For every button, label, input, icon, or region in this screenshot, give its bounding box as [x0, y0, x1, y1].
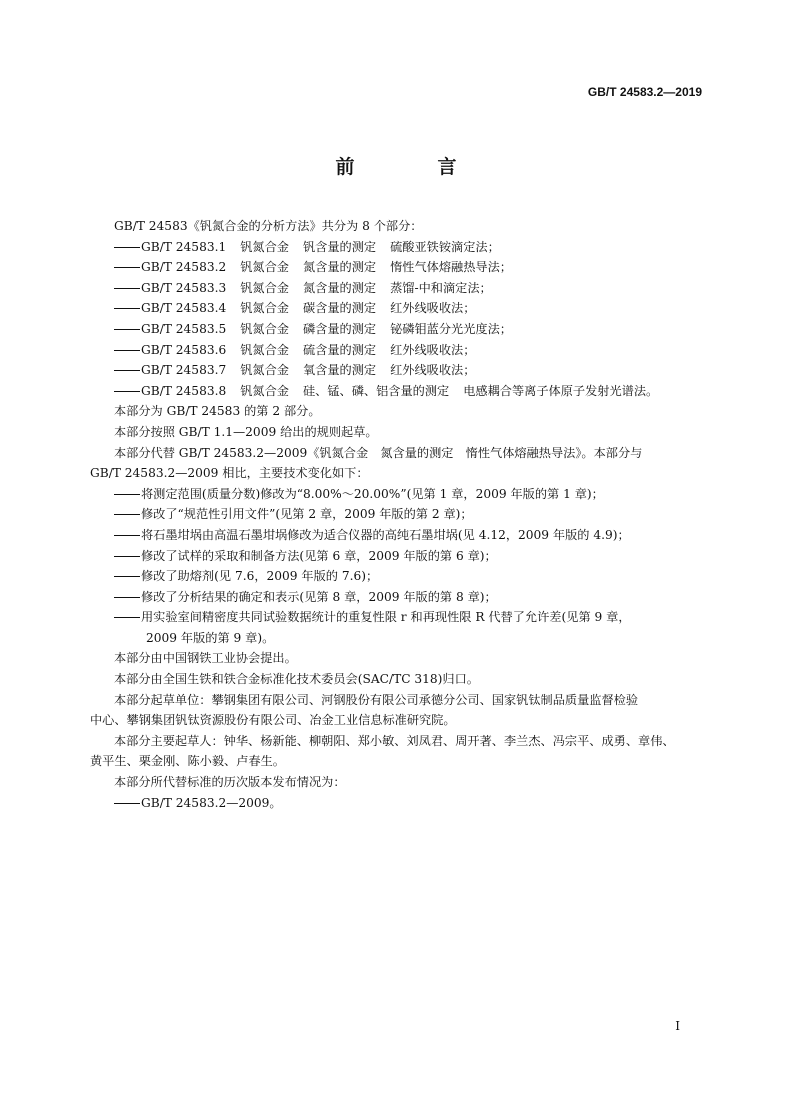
part-material: 钒氮合金 — [240, 280, 289, 295]
em-dash-icon — [114, 494, 140, 495]
change-item — [90, 525, 705, 546]
change-item — [90, 484, 705, 505]
change-item-text: 修改了试样的采取和制备方法(见第 6 章，2009 年版的第 6 章)； — [141, 548, 497, 563]
part-item — [90, 257, 705, 278]
change-item — [90, 504, 705, 525]
part-method: 惰性气体熔融热导法； — [390, 260, 512, 275]
em-dash-icon — [114, 370, 140, 371]
part-material: 钒氮合金 — [240, 301, 289, 316]
part-item — [90, 340, 705, 361]
part-item: 钒含量的测定 — [302, 239, 377, 254]
part-item — [90, 381, 705, 402]
foreword-body — [90, 216, 705, 813]
part-number: GB/T 24583.5 — [141, 321, 227, 336]
em-dash-icon — [114, 350, 140, 351]
part-item: 氮含量的测定 — [302, 280, 377, 295]
part-method: 硫酸亚铁铵滴定法； — [390, 239, 500, 254]
header-standard-code: GB/T 24583.2—2019 — [587, 85, 702, 99]
proposer-paragraph: 本部分由中国钢铁工业协会提出。 — [114, 651, 297, 666]
part-item: 磷含量的测定 — [302, 321, 377, 336]
part-material: 钒氮合金 — [240, 342, 289, 357]
replace-paragraph-line2: GB/T 24583.2—2009 相比，主要技术变化如下： — [90, 466, 369, 481]
em-dash-icon — [114, 535, 140, 536]
em-dash-icon — [114, 267, 140, 268]
part-item — [90, 319, 705, 340]
part-method: 铋磷钼蓝分光光度法； — [390, 321, 512, 336]
em-dash-icon — [114, 329, 140, 330]
em-dash-icon — [114, 514, 140, 515]
change-item-text: 将石墨坩埚由高温石墨坩埚修改为适合仪器的高纯石墨坩埚(见 4.12，2009 年版的 4.9)； — [141, 527, 630, 542]
part-item: 碳含量的测定 — [302, 301, 377, 316]
change-item-text: 修改了“规范性引用文件”(见第 2 章，2009 年版的第 2 章)； — [141, 507, 473, 522]
change-item-text: 修改了分析结果的确定和表示(见第 8 章，2009 年版的第 8 章)； — [141, 589, 497, 604]
part-material: 钒氮合金 — [240, 363, 289, 378]
part-item: 氮含量的测定 — [302, 260, 377, 275]
change-item — [90, 587, 705, 608]
changes-list — [90, 484, 705, 608]
part-number: GB/T 24583.3 — [141, 280, 227, 295]
part-number: GB/T 24583.7 — [141, 363, 227, 378]
replace-paragraph-line1: 本部分代替 GB/T 24583.2—2009《钒氮合金 氮含量的测定 惰性气体熔融热导法》。本部分与 — [114, 445, 643, 460]
part-method: 红外线吸收法； — [390, 342, 476, 357]
part-number: GB/T 24583.4 — [141, 301, 227, 316]
em-dash-icon — [114, 803, 140, 804]
em-dash-icon — [114, 597, 140, 598]
em-dash-icon — [114, 617, 140, 618]
part-material: 钒氮合金 — [240, 260, 289, 275]
part-number: GB/T 24583.6 — [141, 342, 227, 357]
part-method: 红外线吸收法； — [390, 301, 476, 316]
history-item-text: GB/T 24583.2—2009。 — [141, 795, 282, 810]
history-item — [90, 793, 705, 814]
units-paragraph-line2: 中心、攀钢集团钒钛资源股份有限公司、冶金工业信息标准研究院。 — [90, 713, 456, 728]
part-number: GB/T 24583.8 — [141, 383, 227, 398]
history-paragraph: 本部分所代替标准的历次版本发布情况为： — [114, 775, 346, 790]
part-paragraph: 本部分为 GB/T 24583 的第 2 部分。 — [114, 404, 321, 419]
page-number: I — [675, 1019, 680, 1033]
part-item — [90, 237, 705, 258]
part-method: 蒸馏-中和滴定法； — [390, 280, 492, 295]
part-material: 钒氮合金 — [240, 239, 289, 254]
part-item — [90, 360, 705, 381]
part-material: 钒氮合金 — [240, 383, 289, 398]
drafters-paragraph-line2: 黄平生、栗金刚、陈小毅、卢春生。 — [90, 754, 285, 769]
change-item-text: 将测定范围(质量分数)修改为“8.00%～20.00%”(见第 1 章，2009 年版的第 1 章)； — [141, 486, 604, 501]
change-item-last — [90, 607, 705, 628]
committee-paragraph: 本部分由全国生铁和铁合金标准化技术委员会(SAC/TC 318)归口。 — [114, 672, 479, 687]
part-number: GB/T 24583.2 — [141, 260, 227, 275]
part-method: 红外线吸收法； — [390, 363, 476, 378]
part-number: GB/T 24583.1 — [141, 239, 227, 254]
part-material: 钒氮合金 — [240, 321, 289, 336]
em-dash-icon — [114, 288, 140, 289]
change-item-last-cont: 2009 年版的第 9 章)。 — [146, 630, 275, 645]
em-dash-icon — [114, 391, 140, 392]
change-item-last-text: 用实验室间精密度共同试验数据统计的重复性限 r 和再现性限 R 代替了允许差(见第 9 章， — [141, 610, 631, 625]
parts-list — [90, 237, 705, 402]
part-item: 硅、锰、磷、铝含量的测定 — [302, 383, 450, 398]
change-item — [90, 566, 705, 587]
drafters-paragraph-line1: 本部分主要起草人：钟华、杨新能、柳朝阳、郑小敏、刘凤君、周开著、李兰杰、冯宗平、成勇、章伟、 — [114, 733, 675, 748]
part-method: 电感耦合等离子体原子发射光谱法。 — [463, 383, 659, 398]
part-item — [90, 278, 705, 299]
part-item: 硫含量的测定 — [302, 342, 377, 357]
units-paragraph-line1: 本部分起草单位：攀钢集团有限公司、河钢股份有限公司承德分公司、国家钒钛制品质量监督检验 — [114, 692, 639, 707]
em-dash-icon — [114, 308, 140, 309]
part-item — [90, 298, 705, 319]
em-dash-icon — [114, 576, 140, 577]
change-item — [90, 546, 705, 567]
intro-paragraph: GB/T 24583《钒氮合金的分析方法》共分为 8 个部分： — [114, 219, 423, 233]
em-dash-icon — [114, 247, 140, 248]
change-item-text: 修改了助熔剂(见 7.6，2009 年版的 7.6)； — [141, 569, 379, 584]
em-dash-icon — [114, 556, 140, 557]
page-title: 前 言 — [335, 156, 489, 178]
part-item: 氧含量的测定 — [302, 363, 377, 378]
rules-paragraph: 本部分按照 GB/T 1.1—2009 给出的规则起草。 — [114, 424, 378, 439]
